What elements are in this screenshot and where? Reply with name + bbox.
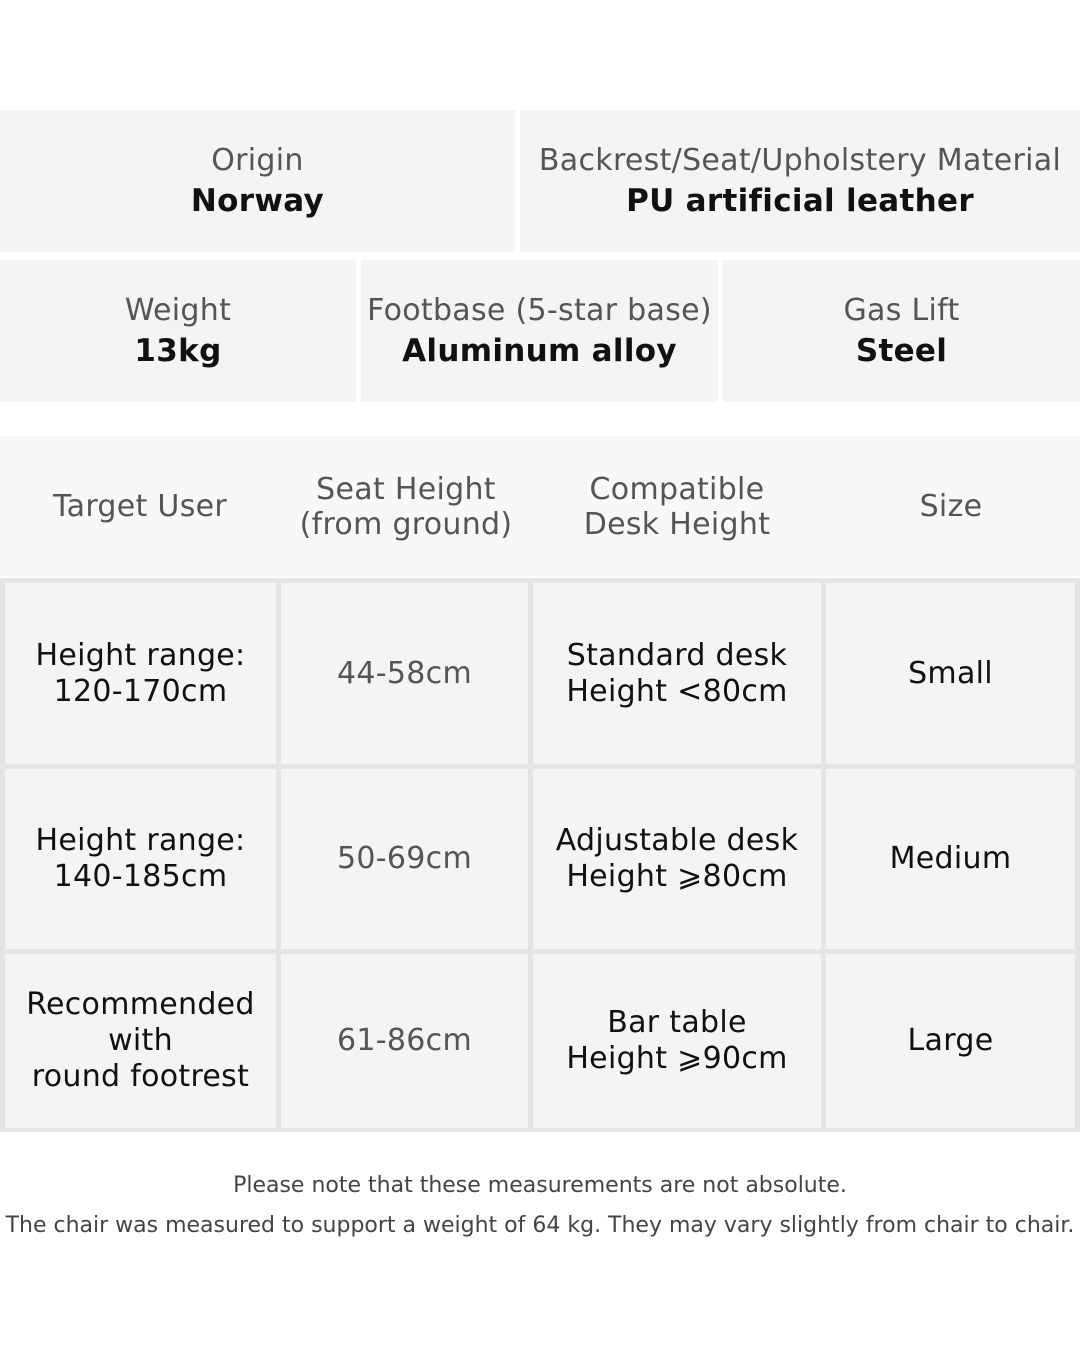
table-cell: Large [826,954,1075,1128]
table-cell: Recommended with round footrest [5,954,276,1128]
spec-label: Gas Lift [843,293,960,328]
spec-material [520,110,1080,252]
header-size: Size [919,489,983,524]
note-line-2: The chair was measured to support a weight of 64 kg. They may vary slightly from chair to chair. [5,1213,1075,1238]
table-cell: Adjustable desk Height ⩾80cm [533,769,821,949]
spec-value: 13kg [134,333,222,369]
header-desk-height: Compatible Desk Height [583,471,771,542]
spec-weight [0,260,356,402]
note-line-1: Please note that these measurements are not absolute. [233,1173,847,1198]
spec-value: Norway [190,183,325,219]
spec-gaslift [723,260,1080,402]
spec-label: Origin [211,143,304,178]
header-target-user: Target User [52,489,228,524]
table-cell: 44-58cm [281,583,528,764]
spec-origin [0,110,515,252]
table-cell: Small [826,583,1075,764]
spec-value: Steel [855,333,948,369]
size-table-header [0,436,1080,577]
table-cell: Bar table Height ⩾90cm [533,954,821,1128]
spec-label: Weight [124,293,232,328]
table-cell: 50-69cm [281,769,528,949]
spec-label: Footbase (5-star base) [367,293,712,328]
table-cell: Medium [826,769,1075,949]
table-cell: Height range: 140-185cm [5,769,276,949]
size-table-body [0,578,1080,1132]
spec-label: Backrest/Seat/Upholstery Material [538,143,1062,178]
spec-value: Aluminum alloy [402,333,677,369]
header-seat-height: Seat Height (from ground) [299,471,513,542]
table-cell: Standard desk Height <80cm [533,583,821,764]
table-cell: Height range: 120-170cm [5,583,276,764]
spec-value: PU artificial leather [626,183,974,219]
spec-footbase [361,260,718,402]
table-cell: 61-86cm [281,954,528,1128]
